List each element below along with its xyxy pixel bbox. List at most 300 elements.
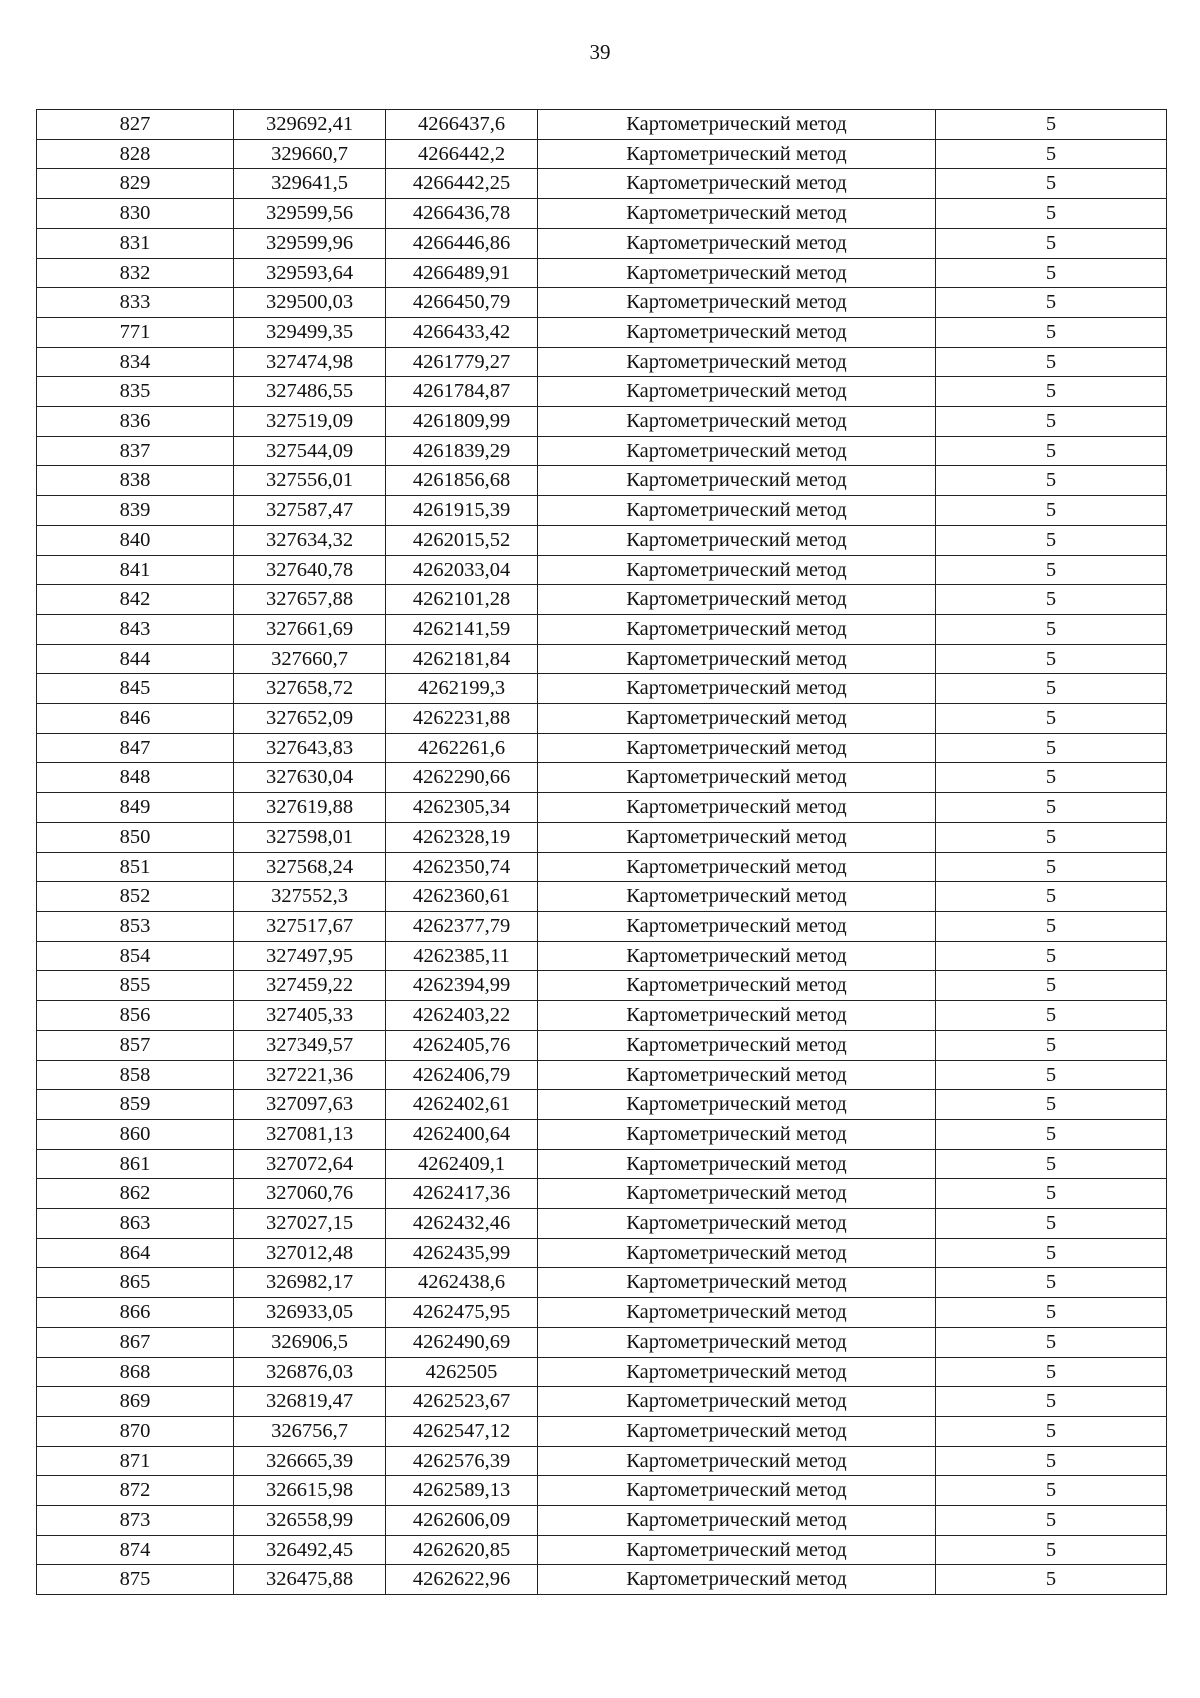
accuracy-cell: 5 (936, 258, 1167, 288)
y-coordinate-cell: 4262377,79 (386, 911, 538, 941)
table-row (37, 1060, 1167, 1090)
table-row (37, 1001, 1167, 1031)
point-number-cell: 848 (37, 763, 234, 793)
point-number-cell: 842 (37, 585, 234, 615)
y-coordinate-cell: 4262305,34 (386, 793, 538, 823)
method-cell: Картометрический метод (538, 317, 936, 347)
accuracy-cell: 5 (936, 377, 1167, 407)
point-number-cell: 852 (37, 882, 234, 912)
x-coordinate-cell: 326819,47 (234, 1387, 386, 1417)
method-cell: Картометрический метод (538, 466, 936, 496)
point-number-cell: 864 (37, 1238, 234, 1268)
table-row (37, 496, 1167, 526)
accuracy-cell: 5 (936, 199, 1167, 229)
accuracy-cell: 5 (936, 882, 1167, 912)
method-cell: Картометрический метод (538, 1238, 936, 1268)
method-cell: Картометрический метод (538, 1565, 936, 1595)
point-number-cell: 857 (37, 1030, 234, 1060)
table-row (37, 674, 1167, 704)
point-number-cell: 830 (37, 199, 234, 229)
method-cell: Картометрический метод (538, 733, 936, 763)
x-coordinate-cell: 327598,01 (234, 822, 386, 852)
y-coordinate-cell: 4261809,99 (386, 407, 538, 437)
y-coordinate-cell: 4261856,68 (386, 466, 538, 496)
x-coordinate-cell: 327661,69 (234, 614, 386, 644)
method-cell: Картометрический метод (538, 674, 936, 704)
table-row (37, 822, 1167, 852)
accuracy-cell: 5 (936, 674, 1167, 704)
method-cell: Картометрический метод (538, 377, 936, 407)
x-coordinate-cell: 329660,7 (234, 139, 386, 169)
x-coordinate-cell: 327552,3 (234, 882, 386, 912)
table-row (37, 347, 1167, 377)
table-row (37, 1030, 1167, 1060)
point-number-cell: 851 (37, 852, 234, 882)
point-number-cell: 861 (37, 1149, 234, 1179)
table-row (37, 110, 1167, 140)
point-number-cell: 837 (37, 436, 234, 466)
x-coordinate-cell: 327643,83 (234, 733, 386, 763)
point-number-cell: 847 (37, 733, 234, 763)
method-cell: Картометрический метод (538, 1090, 936, 1120)
y-coordinate-cell: 4262015,52 (386, 525, 538, 555)
y-coordinate-cell: 4266442,25 (386, 169, 538, 199)
accuracy-cell: 5 (936, 169, 1167, 199)
x-coordinate-cell: 327459,22 (234, 971, 386, 1001)
method-cell: Картометрический метод (538, 1416, 936, 1446)
point-number-cell: 872 (37, 1476, 234, 1506)
point-number-cell: 875 (37, 1565, 234, 1595)
y-coordinate-cell: 4262505 (386, 1357, 538, 1387)
table-row (37, 1238, 1167, 1268)
x-coordinate-cell: 327658,72 (234, 674, 386, 704)
accuracy-cell: 5 (936, 1119, 1167, 1149)
accuracy-cell: 5 (936, 555, 1167, 585)
table-row (37, 1298, 1167, 1328)
accuracy-cell: 5 (936, 1446, 1167, 1476)
method-cell: Картометрический метод (538, 1149, 936, 1179)
x-coordinate-cell: 327519,09 (234, 407, 386, 437)
x-coordinate-cell: 327619,88 (234, 793, 386, 823)
y-coordinate-cell: 4266436,78 (386, 199, 538, 229)
x-coordinate-cell: 329599,96 (234, 228, 386, 258)
y-coordinate-cell: 4262101,28 (386, 585, 538, 615)
x-coordinate-cell: 327517,67 (234, 911, 386, 941)
table-row (37, 1476, 1167, 1506)
y-coordinate-cell: 4262409,1 (386, 1149, 538, 1179)
table-row (37, 258, 1167, 288)
method-cell: Картометрический метод (538, 822, 936, 852)
x-coordinate-cell: 326475,88 (234, 1565, 386, 1595)
point-number-cell: 869 (37, 1387, 234, 1417)
accuracy-cell: 5 (936, 1476, 1167, 1506)
accuracy-cell: 5 (936, 1001, 1167, 1031)
point-number-cell: 828 (37, 139, 234, 169)
table-row (37, 941, 1167, 971)
y-coordinate-cell: 4262490,69 (386, 1327, 538, 1357)
y-coordinate-cell: 4262406,79 (386, 1060, 538, 1090)
y-coordinate-cell: 4262523,67 (386, 1387, 538, 1417)
table-row (37, 911, 1167, 941)
y-coordinate-cell: 4262231,88 (386, 704, 538, 734)
method-cell: Картометрический метод (538, 347, 936, 377)
accuracy-cell: 5 (936, 1506, 1167, 1536)
point-number-cell: 868 (37, 1357, 234, 1387)
table-row (37, 1149, 1167, 1179)
accuracy-cell: 5 (936, 288, 1167, 318)
accuracy-cell: 5 (936, 822, 1167, 852)
method-cell: Картометрический метод (538, 852, 936, 882)
y-coordinate-cell: 4266437,6 (386, 110, 538, 140)
y-coordinate-cell: 4266446,86 (386, 228, 538, 258)
method-cell: Картометрический метод (538, 436, 936, 466)
y-coordinate-cell: 4261784,87 (386, 377, 538, 407)
table-row (37, 466, 1167, 496)
y-coordinate-cell: 4262417,36 (386, 1179, 538, 1209)
table-row (37, 555, 1167, 585)
method-cell: Картометрический метод (538, 763, 936, 793)
point-number-cell: 831 (37, 228, 234, 258)
y-coordinate-cell: 4262475,95 (386, 1298, 538, 1328)
x-coordinate-cell: 327587,47 (234, 496, 386, 526)
table-row (37, 1119, 1167, 1149)
table-row (37, 1209, 1167, 1239)
table-row (37, 377, 1167, 407)
method-cell: Картометрический метод (538, 614, 936, 644)
method-cell: Картометрический метод (538, 1327, 936, 1357)
method-cell: Картометрический метод (538, 1030, 936, 1060)
point-number-cell: 856 (37, 1001, 234, 1031)
x-coordinate-cell: 326982,17 (234, 1268, 386, 1298)
table-row (37, 288, 1167, 318)
accuracy-cell: 5 (936, 139, 1167, 169)
y-coordinate-cell: 4262622,96 (386, 1565, 538, 1595)
y-coordinate-cell: 4262606,09 (386, 1506, 538, 1536)
x-coordinate-cell: 326906,5 (234, 1327, 386, 1357)
method-cell: Картометрический метод (538, 288, 936, 318)
x-coordinate-cell: 329593,64 (234, 258, 386, 288)
table-row (37, 317, 1167, 347)
method-cell: Картометрический метод (538, 199, 936, 229)
x-coordinate-cell: 327544,09 (234, 436, 386, 466)
y-coordinate-cell: 4262400,64 (386, 1119, 538, 1149)
table-row (37, 199, 1167, 229)
method-cell: Картометрический метод (538, 110, 936, 140)
accuracy-cell: 5 (936, 496, 1167, 526)
x-coordinate-cell: 326615,98 (234, 1476, 386, 1506)
method-cell: Картометрический метод (538, 971, 936, 1001)
method-cell: Картометрический метод (538, 555, 936, 585)
method-cell: Картометрический метод (538, 496, 936, 526)
table-row (37, 971, 1167, 1001)
accuracy-cell: 5 (936, 1565, 1167, 1595)
point-number-cell: 853 (37, 911, 234, 941)
table-row (37, 1506, 1167, 1536)
point-number-cell: 867 (37, 1327, 234, 1357)
x-coordinate-cell: 326756,7 (234, 1416, 386, 1446)
x-coordinate-cell: 327634,32 (234, 525, 386, 555)
y-coordinate-cell: 4261779,27 (386, 347, 538, 377)
accuracy-cell: 5 (936, 704, 1167, 734)
y-coordinate-cell: 4266442,2 (386, 139, 538, 169)
point-number-cell: 871 (37, 1446, 234, 1476)
table-row (37, 852, 1167, 882)
point-number-cell: 833 (37, 288, 234, 318)
method-cell: Картометрический метод (538, 911, 936, 941)
table-row (37, 525, 1167, 555)
accuracy-cell: 5 (936, 1357, 1167, 1387)
table-row (37, 228, 1167, 258)
y-coordinate-cell: 4262290,66 (386, 763, 538, 793)
method-cell: Картометрический метод (538, 1001, 936, 1031)
x-coordinate-cell: 326876,03 (234, 1357, 386, 1387)
table-row (37, 704, 1167, 734)
accuracy-cell: 5 (936, 1179, 1167, 1209)
method-cell: Картометрический метод (538, 1476, 936, 1506)
x-coordinate-cell: 327474,98 (234, 347, 386, 377)
accuracy-cell: 5 (936, 1268, 1167, 1298)
accuracy-cell: 5 (936, 1149, 1167, 1179)
x-coordinate-cell: 327221,36 (234, 1060, 386, 1090)
table-row (37, 793, 1167, 823)
accuracy-cell: 5 (936, 614, 1167, 644)
y-coordinate-cell: 4262402,61 (386, 1090, 538, 1120)
accuracy-cell: 5 (936, 941, 1167, 971)
x-coordinate-cell: 327497,95 (234, 941, 386, 971)
table-row (37, 1327, 1167, 1357)
x-coordinate-cell: 326492,45 (234, 1535, 386, 1565)
accuracy-cell: 5 (936, 228, 1167, 258)
table-row (37, 1416, 1167, 1446)
point-number-cell: 843 (37, 614, 234, 644)
method-cell: Картометрический метод (538, 1535, 936, 1565)
x-coordinate-cell: 327027,15 (234, 1209, 386, 1239)
y-coordinate-cell: 4266450,79 (386, 288, 538, 318)
y-coordinate-cell: 4262141,59 (386, 614, 538, 644)
method-cell: Картометрический метод (538, 228, 936, 258)
y-coordinate-cell: 4262576,39 (386, 1446, 538, 1476)
point-number-cell: 829 (37, 169, 234, 199)
table-row (37, 882, 1167, 912)
y-coordinate-cell: 4266489,91 (386, 258, 538, 288)
page-number: 39 (589, 40, 611, 64)
y-coordinate-cell: 4262360,61 (386, 882, 538, 912)
y-coordinate-cell: 4262620,85 (386, 1535, 538, 1565)
point-number-cell: 827 (37, 110, 234, 140)
table-row (37, 407, 1167, 437)
accuracy-cell: 5 (936, 1535, 1167, 1565)
method-cell: Картометрический метод (538, 1446, 936, 1476)
accuracy-cell: 5 (936, 852, 1167, 882)
method-cell: Картометрический метод (538, 1268, 936, 1298)
method-cell: Картометрический метод (538, 258, 936, 288)
y-coordinate-cell: 4262199,3 (386, 674, 538, 704)
method-cell: Картометрический метод (538, 704, 936, 734)
method-cell: Картометрический метод (538, 941, 936, 971)
accuracy-cell: 5 (936, 1060, 1167, 1090)
x-coordinate-cell: 329641,5 (234, 169, 386, 199)
point-number-cell: 866 (37, 1298, 234, 1328)
method-cell: Картометрический метод (538, 407, 936, 437)
x-coordinate-cell: 327657,88 (234, 585, 386, 615)
x-coordinate-cell: 329599,56 (234, 199, 386, 229)
accuracy-cell: 5 (936, 1387, 1167, 1417)
table-row (37, 763, 1167, 793)
coordinates-table-body (37, 110, 1167, 1595)
y-coordinate-cell: 4262328,19 (386, 822, 538, 852)
point-number-cell: 870 (37, 1416, 234, 1446)
x-coordinate-cell: 327568,24 (234, 852, 386, 882)
y-coordinate-cell: 4262589,13 (386, 1476, 538, 1506)
y-coordinate-cell: 4262438,6 (386, 1268, 538, 1298)
table-row (37, 1357, 1167, 1387)
point-number-cell: 862 (37, 1179, 234, 1209)
point-number-cell: 835 (37, 377, 234, 407)
x-coordinate-cell: 327097,63 (234, 1090, 386, 1120)
coordinates-table (36, 109, 1167, 1595)
point-number-cell: 850 (37, 822, 234, 852)
x-coordinate-cell: 327081,13 (234, 1119, 386, 1149)
point-number-cell: 832 (37, 258, 234, 288)
point-number-cell: 849 (37, 793, 234, 823)
accuracy-cell: 5 (936, 763, 1167, 793)
accuracy-cell: 5 (936, 971, 1167, 1001)
y-coordinate-cell: 4262261,6 (386, 733, 538, 763)
y-coordinate-cell: 4262405,76 (386, 1030, 538, 1060)
accuracy-cell: 5 (936, 1238, 1167, 1268)
point-number-cell: 874 (37, 1535, 234, 1565)
point-number-cell: 858 (37, 1060, 234, 1090)
x-coordinate-cell: 327349,57 (234, 1030, 386, 1060)
table-row (37, 1565, 1167, 1595)
point-number-cell: 863 (37, 1209, 234, 1239)
method-cell: Картометрический метод (538, 1298, 936, 1328)
accuracy-cell: 5 (936, 1090, 1167, 1120)
point-number-cell: 865 (37, 1268, 234, 1298)
accuracy-cell: 5 (936, 1327, 1167, 1357)
point-number-cell: 834 (37, 347, 234, 377)
method-cell: Картометрический метод (538, 585, 936, 615)
y-coordinate-cell: 4262033,04 (386, 555, 538, 585)
point-number-cell: 846 (37, 704, 234, 734)
table-row (37, 1268, 1167, 1298)
accuracy-cell: 5 (936, 1298, 1167, 1328)
y-coordinate-cell: 4262350,74 (386, 852, 538, 882)
point-number-cell: 854 (37, 941, 234, 971)
method-cell: Картометрический метод (538, 793, 936, 823)
accuracy-cell: 5 (936, 733, 1167, 763)
y-coordinate-cell: 4262547,12 (386, 1416, 538, 1446)
accuracy-cell: 5 (936, 110, 1167, 140)
point-number-cell: 839 (37, 496, 234, 526)
x-coordinate-cell: 326665,39 (234, 1446, 386, 1476)
table-row (37, 169, 1167, 199)
y-coordinate-cell: 4266433,42 (386, 317, 538, 347)
x-coordinate-cell: 326933,05 (234, 1298, 386, 1328)
x-coordinate-cell: 327405,33 (234, 1001, 386, 1031)
accuracy-cell: 5 (936, 911, 1167, 941)
table-row (37, 585, 1167, 615)
table-row (37, 1446, 1167, 1476)
table-row (37, 139, 1167, 169)
point-number-cell: 771 (37, 317, 234, 347)
accuracy-cell: 5 (936, 1209, 1167, 1239)
method-cell: Картометрический метод (538, 169, 936, 199)
point-number-cell: 845 (37, 674, 234, 704)
accuracy-cell: 5 (936, 466, 1167, 496)
table-row (37, 1387, 1167, 1417)
y-coordinate-cell: 4262181,84 (386, 644, 538, 674)
accuracy-cell: 5 (936, 317, 1167, 347)
y-coordinate-cell: 4262394,99 (386, 971, 538, 1001)
y-coordinate-cell: 4261915,39 (386, 496, 538, 526)
x-coordinate-cell: 326558,99 (234, 1506, 386, 1536)
x-coordinate-cell: 327486,55 (234, 377, 386, 407)
accuracy-cell: 5 (936, 585, 1167, 615)
method-cell: Картометрический метод (538, 1060, 936, 1090)
y-coordinate-cell: 4262435,99 (386, 1238, 538, 1268)
x-coordinate-cell: 329499,35 (234, 317, 386, 347)
method-cell: Картометрический метод (538, 644, 936, 674)
method-cell: Картометрический метод (538, 1387, 936, 1417)
accuracy-cell: 5 (936, 347, 1167, 377)
table-row (37, 644, 1167, 674)
point-number-cell: 860 (37, 1119, 234, 1149)
y-coordinate-cell: 4262403,22 (386, 1001, 538, 1031)
point-number-cell: 836 (37, 407, 234, 437)
point-number-cell: 859 (37, 1090, 234, 1120)
x-coordinate-cell: 327660,7 (234, 644, 386, 674)
point-number-cell: 840 (37, 525, 234, 555)
point-number-cell: 873 (37, 1506, 234, 1536)
accuracy-cell: 5 (936, 644, 1167, 674)
method-cell: Картометрический метод (538, 1209, 936, 1239)
accuracy-cell: 5 (936, 436, 1167, 466)
table-row (37, 1179, 1167, 1209)
table-row (37, 614, 1167, 644)
table-row (37, 1535, 1167, 1565)
y-coordinate-cell: 4262432,46 (386, 1209, 538, 1239)
method-cell: Картометрический метод (538, 1506, 936, 1536)
method-cell: Картометрический метод (538, 525, 936, 555)
x-coordinate-cell: 327640,78 (234, 555, 386, 585)
point-number-cell: 841 (37, 555, 234, 585)
accuracy-cell: 5 (936, 793, 1167, 823)
x-coordinate-cell: 329692,41 (234, 110, 386, 140)
method-cell: Картометрический метод (538, 1119, 936, 1149)
accuracy-cell: 5 (936, 1416, 1167, 1446)
point-number-cell: 855 (37, 971, 234, 1001)
table-row (37, 733, 1167, 763)
y-coordinate-cell: 4261839,29 (386, 436, 538, 466)
table-row (37, 436, 1167, 466)
method-cell: Картометрический метод (538, 882, 936, 912)
method-cell: Картометрический метод (538, 1357, 936, 1387)
x-coordinate-cell: 329500,03 (234, 288, 386, 318)
point-number-cell: 838 (37, 466, 234, 496)
point-number-cell: 844 (37, 644, 234, 674)
x-coordinate-cell: 327630,04 (234, 763, 386, 793)
method-cell: Картометрический метод (538, 139, 936, 169)
y-coordinate-cell: 4262385,11 (386, 941, 538, 971)
x-coordinate-cell: 327012,48 (234, 1238, 386, 1268)
x-coordinate-cell: 327060,76 (234, 1179, 386, 1209)
accuracy-cell: 5 (936, 1030, 1167, 1060)
x-coordinate-cell: 327072,64 (234, 1149, 386, 1179)
table-row (37, 1090, 1167, 1120)
accuracy-cell: 5 (936, 407, 1167, 437)
x-coordinate-cell: 327652,09 (234, 704, 386, 734)
